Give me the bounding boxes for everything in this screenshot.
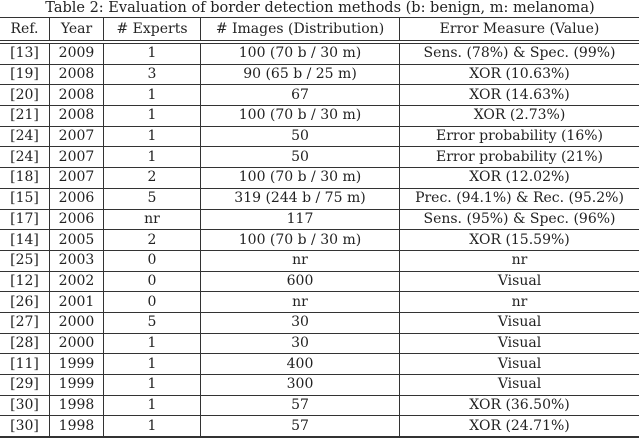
table-row [0, 292, 639, 313]
table-row [0, 188, 639, 209]
table-row [0, 395, 639, 416]
cell-experts: 1 [104, 416, 201, 437]
cell-error-measure: nr [400, 250, 640, 271]
cell-year: 2009 [50, 42, 104, 64]
cell-year: 2008 [50, 85, 104, 106]
cell-error-measure: XOR (15.59%) [400, 230, 640, 251]
cell-year: 1998 [50, 416, 104, 437]
cell-experts: 1 [104, 395, 201, 416]
cell-ref: [30] [0, 416, 50, 437]
table-row [0, 209, 639, 230]
header-ref: Ref. [0, 18, 50, 43]
cell-experts: 1 [104, 85, 201, 106]
cell-images: 100 (70 b / 30 m) [201, 168, 400, 189]
cell-ref: [14] [0, 230, 50, 251]
header-experts: # Experts [104, 18, 201, 43]
cell-ref: [12] [0, 271, 50, 292]
cell-year: 2007 [50, 168, 104, 189]
cell-images: 90 (65 b / 25 m) [201, 64, 400, 85]
cell-ref: [30] [0, 395, 50, 416]
cell-year: 2008 [50, 64, 104, 85]
cell-year: 2005 [50, 230, 104, 251]
cell-images: 57 [201, 416, 400, 437]
table-row [0, 42, 639, 64]
cell-year: 2002 [50, 271, 104, 292]
cell-experts: 0 [104, 250, 201, 271]
table-row [0, 250, 639, 271]
table-row [0, 312, 639, 333]
cell-year: 2007 [50, 147, 104, 168]
cell-experts: 1 [104, 42, 201, 64]
table-header-row [0, 18, 639, 43]
cell-error-measure: Sens. (95%) & Spec. (96%) [400, 209, 640, 230]
cell-error-measure: Error probability (21%) [400, 147, 640, 168]
cell-error-measure: XOR (2.73%) [400, 106, 640, 127]
table-row [0, 416, 639, 437]
cell-ref: [26] [0, 292, 50, 313]
cell-error-measure: Visual [400, 333, 640, 354]
header-error-measure: Error Measure (Value) [400, 18, 640, 43]
cell-experts: 0 [104, 271, 201, 292]
cell-images: 100 (70 b / 30 m) [201, 42, 400, 64]
cell-error-measure: Sens. (78%) & Spec. (99%) [400, 42, 640, 64]
table-row [0, 375, 639, 396]
cell-year: 1998 [50, 395, 104, 416]
cell-ref: [17] [0, 209, 50, 230]
cell-ref: [19] [0, 64, 50, 85]
header-year: Year [50, 18, 104, 43]
cell-experts: 2 [104, 230, 201, 251]
cell-images: 50 [201, 147, 400, 168]
cell-ref: [15] [0, 188, 50, 209]
cell-experts: 2 [104, 168, 201, 189]
cell-error-measure: Visual [400, 354, 640, 375]
cell-images: 67 [201, 85, 400, 106]
cell-error-measure: XOR (10.63%) [400, 64, 640, 85]
cell-images: 600 [201, 271, 400, 292]
cell-experts: 1 [104, 375, 201, 396]
cell-error-measure: XOR (24.71%) [400, 416, 640, 437]
cell-error-measure: Visual [400, 271, 640, 292]
table-row [0, 64, 639, 85]
cell-images: nr [201, 292, 400, 313]
cell-images: 57 [201, 395, 400, 416]
table-caption: Table 2: Evaluation of border detection methods (b: benign, m: melanoma) [45, 0, 595, 16]
cell-error-measure: XOR (14.63%) [400, 85, 640, 106]
table-row [0, 333, 639, 354]
cell-experts: 5 [104, 188, 201, 209]
cell-images: 100 (70 b / 30 m) [201, 230, 400, 251]
cell-year: 2008 [50, 106, 104, 127]
cell-images: 400 [201, 354, 400, 375]
cell-error-measure: Prec. (94.1%) & Rec. (95.2%) [400, 188, 640, 209]
cell-year: 2006 [50, 209, 104, 230]
cell-experts: 1 [104, 147, 201, 168]
table-row [0, 271, 639, 292]
table-row [0, 85, 639, 106]
table-row [0, 126, 639, 147]
cell-year: 2003 [50, 250, 104, 271]
cell-ref: [20] [0, 85, 50, 106]
cell-experts: 1 [104, 106, 201, 127]
cell-experts: 1 [104, 126, 201, 147]
cell-images: 300 [201, 375, 400, 396]
cell-experts: 1 [104, 354, 201, 375]
table-row [0, 230, 639, 251]
cell-experts: nr [104, 209, 201, 230]
border-detection-table [0, 17, 639, 438]
cell-experts: 0 [104, 292, 201, 313]
cell-error-measure: nr [400, 292, 640, 313]
cell-year: 2006 [50, 188, 104, 209]
cell-images: 30 [201, 312, 400, 333]
cell-experts: 1 [104, 333, 201, 354]
cell-error-measure: Visual [400, 312, 640, 333]
cell-images: 100 (70 b / 30 m) [201, 106, 400, 127]
cell-ref: [13] [0, 42, 50, 64]
cell-year: 2001 [50, 292, 104, 313]
cell-ref: [11] [0, 354, 50, 375]
cell-ref: [18] [0, 168, 50, 189]
table-row [0, 147, 639, 168]
table-body [0, 42, 639, 437]
table-row [0, 168, 639, 189]
header-images: # Images (Distribution) [201, 18, 400, 43]
cell-year: 1999 [50, 375, 104, 396]
cell-year: 2007 [50, 126, 104, 147]
cell-ref: [25] [0, 250, 50, 271]
cell-ref: [28] [0, 333, 50, 354]
cell-year: 2000 [50, 312, 104, 333]
cell-year: 1999 [50, 354, 104, 375]
table-row [0, 106, 639, 127]
cell-images: 319 (244 b / 75 m) [201, 188, 400, 209]
cell-error-measure: XOR (36.50%) [400, 395, 640, 416]
cell-error-measure: XOR (12.02%) [400, 168, 640, 189]
cell-images: 117 [201, 209, 400, 230]
cell-ref: [21] [0, 106, 50, 127]
cell-images: 50 [201, 126, 400, 147]
cell-experts: 3 [104, 64, 201, 85]
cell-images: nr [201, 250, 400, 271]
cell-year: 2000 [50, 333, 104, 354]
cell-ref: [24] [0, 147, 50, 168]
cell-error-measure: Error probability (16%) [400, 126, 640, 147]
cell-ref: [29] [0, 375, 50, 396]
cell-images: 30 [201, 333, 400, 354]
cell-ref: [24] [0, 126, 50, 147]
cell-ref: [27] [0, 312, 50, 333]
cell-experts: 5 [104, 312, 201, 333]
table-row [0, 354, 639, 375]
cell-error-measure: Visual [400, 375, 640, 396]
